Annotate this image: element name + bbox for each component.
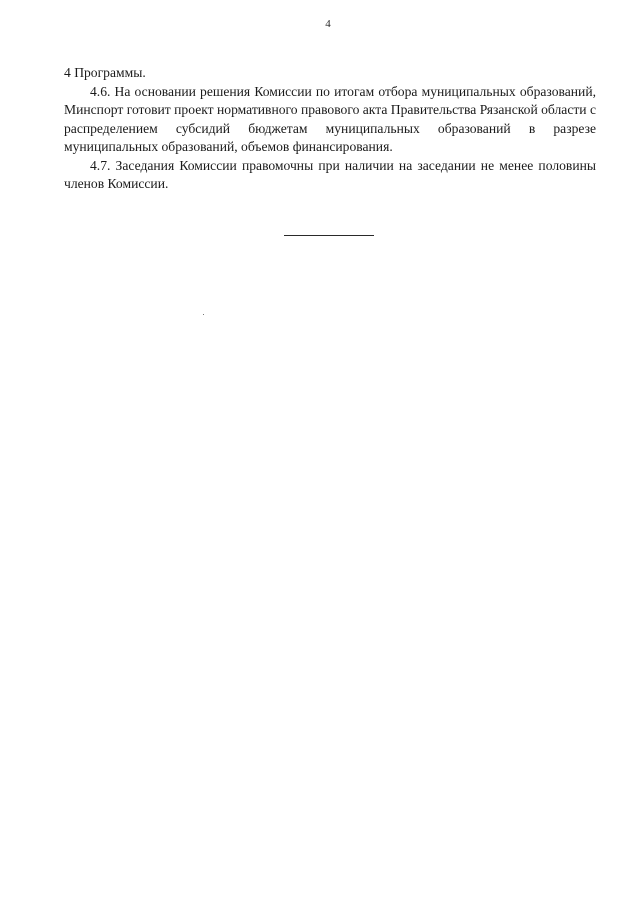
scan-speck	[203, 314, 204, 315]
paragraph-4-6: 4.6. На основании решения Комиссии по итогам отбора муниципальных образований, Минспорт готовит проект нормативного правового акта Правительства Рязанской области с распределением субсидий бюджетам муниципальных образований в разрезе муниципальных образований, объемов финансирования.	[64, 83, 596, 154]
document-body	[64, 64, 596, 194]
end-divider-line	[284, 235, 374, 236]
page-number: 4	[325, 18, 331, 30]
paragraph-program-end: 4 Программы.	[64, 65, 146, 80]
paragraph-4-7: 4.7. Заседания Комиссии правомочны при наличии на заседании не менее половины членов Комиссии.	[64, 157, 596, 191]
